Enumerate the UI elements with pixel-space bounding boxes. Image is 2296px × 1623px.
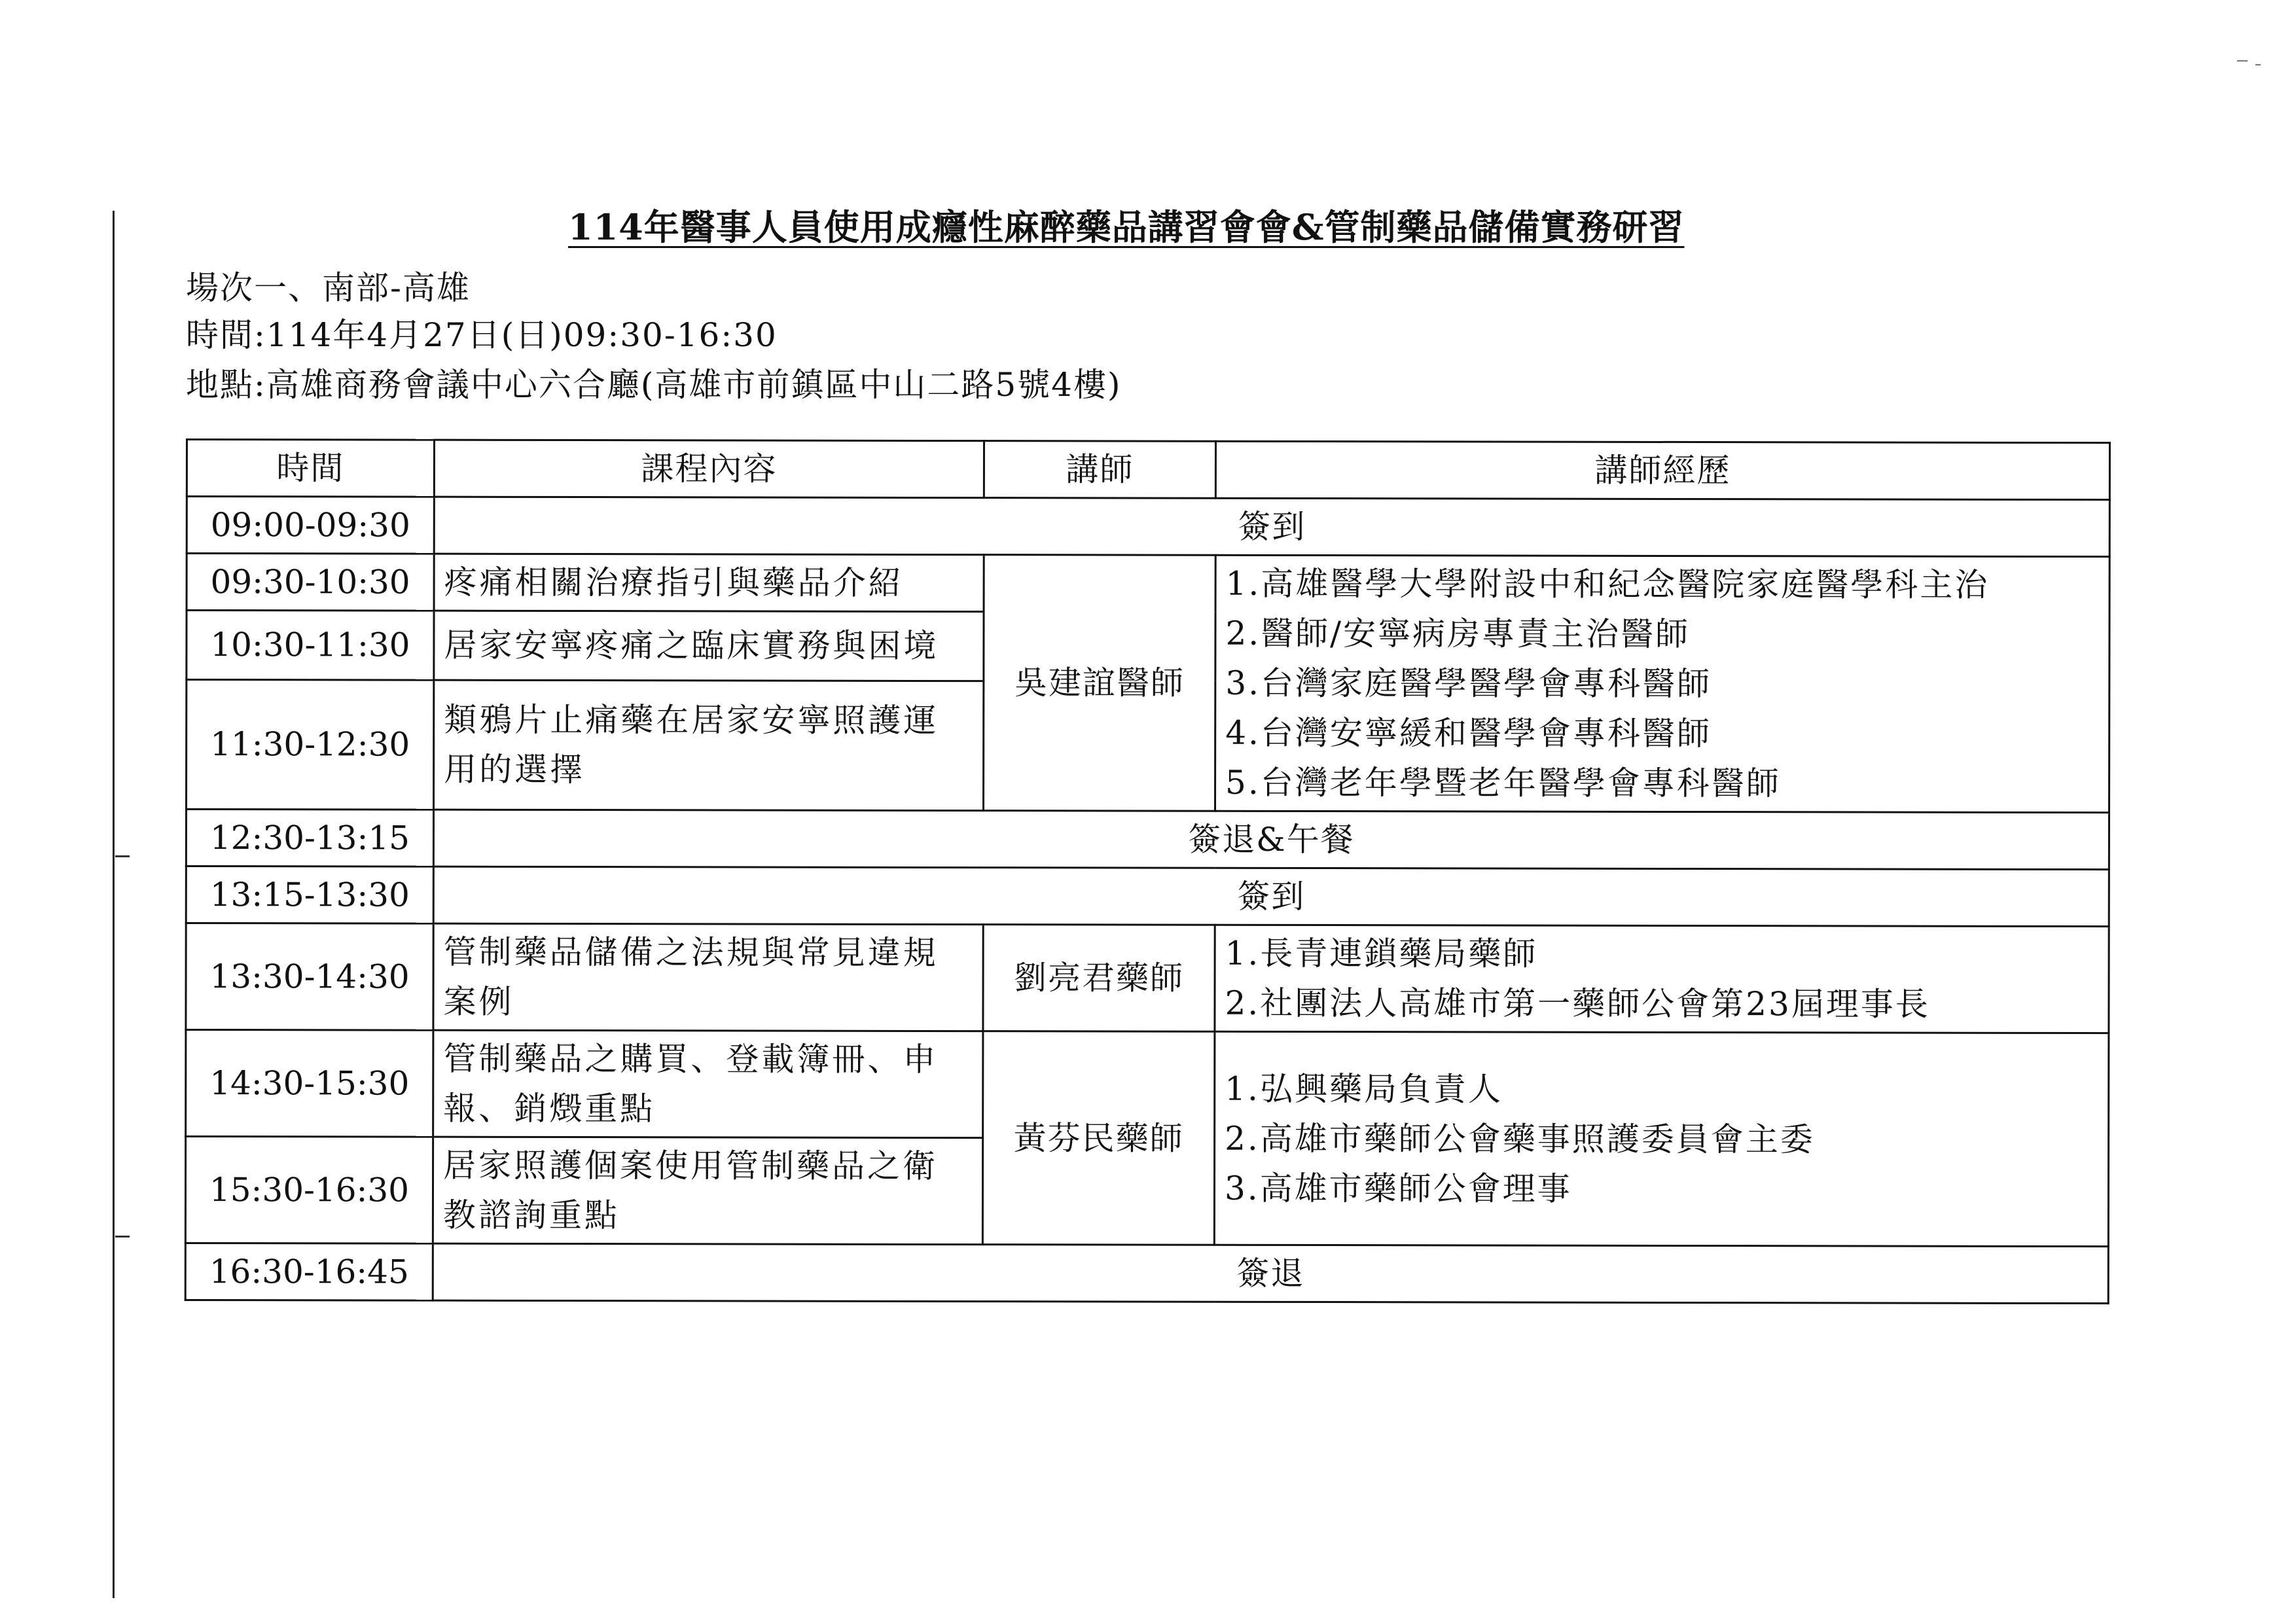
time-line: 時間:114年4月27日(日)09:30-16:30 (186, 316, 778, 354)
page-margin-line (113, 211, 115, 1598)
bio-line: 1.弘興藥局負責人 (1225, 1069, 1503, 1109)
table-row (186, 923, 2109, 1033)
header-course: 課程內容 (434, 440, 984, 497)
header-time: 時間 (187, 440, 434, 497)
lecturer-bio-cell (1215, 925, 2109, 1033)
header-bio: 講師經歷 (1215, 441, 2109, 499)
time-cell: 14:30-15:30 (186, 1030, 433, 1137)
header-lecturer: 講師 (984, 441, 1215, 499)
time-cell: 09:30-10:30 (187, 554, 434, 611)
bio-line: 5.台灣老年學暨老年醫學會專科醫師 (1225, 763, 1781, 803)
bio-line: 1.長青連鎖藥局藥師 (1225, 934, 1538, 973)
bio-line: 4.台灣安寧緩和醫學會專科醫師 (1225, 713, 1712, 753)
bio-line: 1.高雄醫學大學附設中和紀念醫院家庭醫學科主治 (1225, 564, 1990, 604)
lecturer-cell: 吳建誼醫師 (984, 555, 1216, 812)
time-cell: 11:30-12:30 (187, 679, 434, 810)
time-cell: 12:30-13:15 (186, 810, 433, 867)
time-cell: 16:30-16:45 (185, 1243, 433, 1301)
time-cell: 15:30-16:30 (185, 1137, 433, 1244)
table-row (186, 866, 2109, 927)
lecturer-bio-cell (1214, 1031, 2109, 1246)
table-row (185, 1243, 2108, 1304)
venue-line: 地點:高雄商務會議中心六合廳(高雄市前鎮區中山二路5號4樓) (186, 366, 1122, 404)
scan-speck (2255, 64, 2261, 65)
table-row (186, 1030, 2109, 1140)
course-cell: 管制藥品之購買、登載簿冊、申報、銷燬重點 (433, 1030, 983, 1137)
lecturer-cell: 黃芬民藥師 (982, 1031, 1215, 1245)
time-cell: 13:30-14:30 (186, 923, 433, 1031)
lecturer-bio-cell (1215, 555, 2110, 812)
event-cell: 簽到 (434, 497, 2109, 556)
margin-tick-mark (115, 1236, 130, 1238)
time-cell: 13:15-13:30 (186, 866, 433, 924)
scan-speck (2237, 60, 2248, 62)
lecturer-cell: 劉亮君藥師 (983, 925, 1215, 1032)
time-cell: 10:30-11:30 (187, 611, 434, 680)
course-cell: 疼痛相關治療指引與藥品介紹 (434, 554, 984, 611)
event-cell: 簽到 (433, 866, 2109, 926)
bio-line: 2.高雄市藥師公會藥事照護委員會主委 (1225, 1119, 1815, 1158)
bio-line: 2.醫師/安寧病房專責主治醫師 (1225, 614, 1691, 654)
document-title: 114年醫事人員使用成癮性麻醉藥品講習會會&管制藥品儲備實務研習 (568, 206, 1685, 248)
table-row (186, 810, 2109, 870)
session-line: 場次一、南部-高雄 (186, 269, 471, 307)
time-cell: 09:00-09:30 (187, 497, 434, 554)
event-cell: 簽退&午餐 (433, 810, 2109, 869)
schedule-table (185, 438, 2111, 1304)
table-row (187, 497, 2109, 557)
bio-line: 3.台灣家庭醫學醫學會專科醫師 (1225, 664, 1712, 704)
course-cell: 居家照護個案使用管制藥品之衛教諮詢重點 (433, 1137, 982, 1244)
course-cell: 類鴉片止痛藥在居家安寧照護運用的選擇 (434, 680, 984, 811)
table-header-row (187, 440, 2109, 500)
course-cell: 管制藥品儲備之法規與常見違規案例 (433, 923, 983, 1031)
table-row (187, 554, 2109, 614)
event-cell: 簽退 (433, 1243, 2108, 1303)
bio-line: 2.社團法人高雄市第一藥師公會第23屆理事長 (1225, 984, 1930, 1024)
bio-line: 3.高雄市藥師公會理事 (1224, 1169, 1572, 1208)
course-cell: 居家安寧疼痛之臨床實務與困境 (434, 611, 984, 681)
margin-tick-mark (115, 855, 130, 857)
